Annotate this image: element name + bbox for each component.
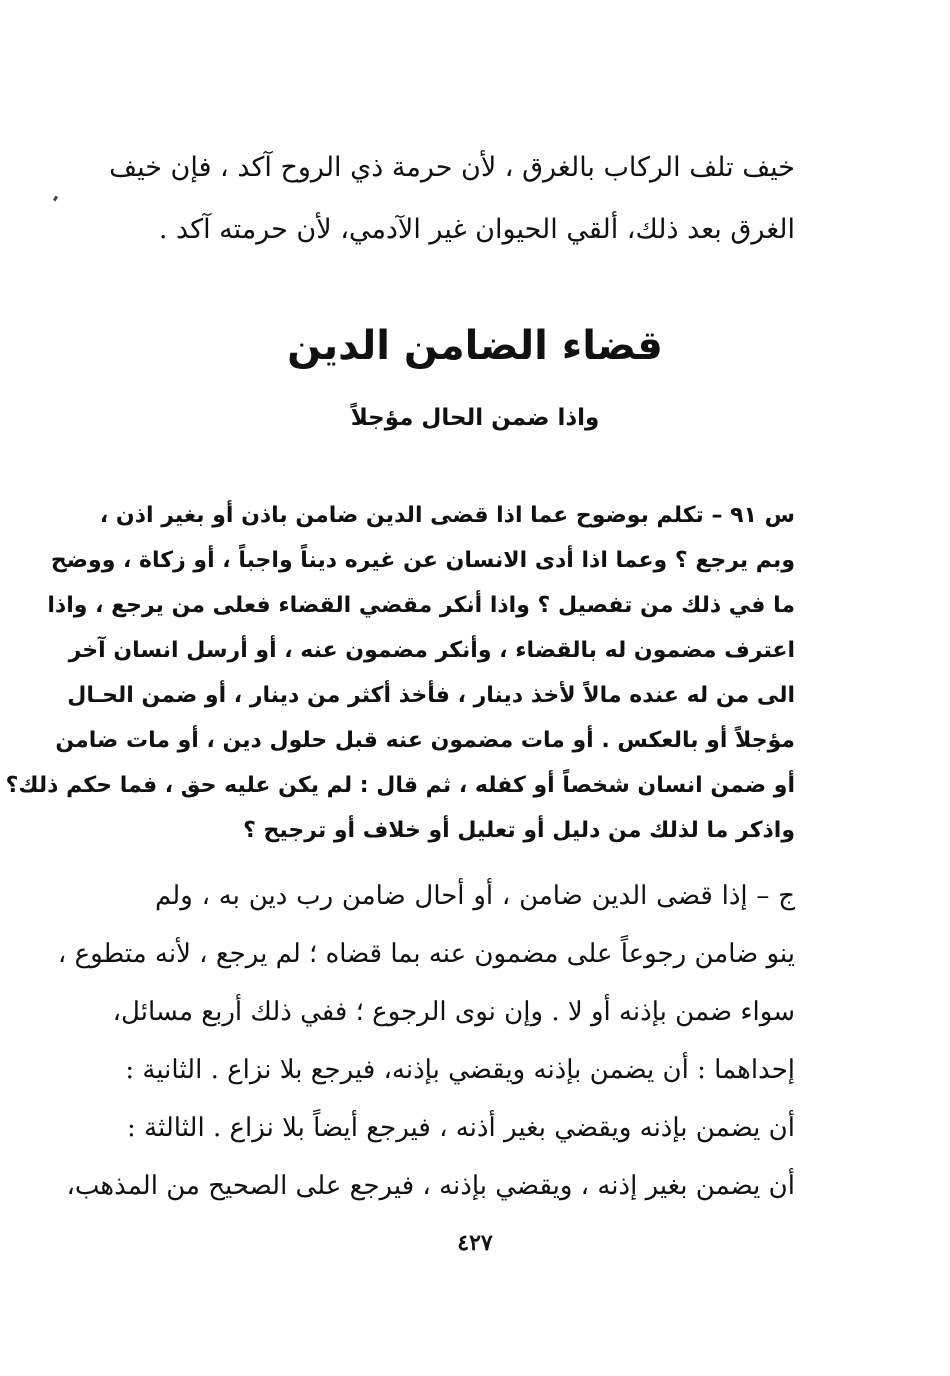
question-line: واذكر ما لذلك من دليل أو تعليل أو خلاف أو ترجيح ؟ xyxy=(243,818,795,843)
question-line: وبم يرجع ؟ وعما اذا أدى الانسان عن غيره ديناً واجباً ، أو زكاة ، ووضح xyxy=(50,548,795,573)
intro-line: خيف تلف الركاب بالغرق ، لأن حرمة ذي الروح آكد ، فإن خيف xyxy=(109,152,795,183)
answer-line: إحداهما : أن يضمن بإذنه ويقضي بإذنه، فيرجع بلا نزاع . الثانية : xyxy=(125,1055,795,1085)
answer-line: أن يضمن بإذنه ويقضي بغير أذنه ، فيرجع أيضاً بلا نزاع . الثالثة : xyxy=(127,1113,795,1143)
section-title: قضاء الضامن الدين xyxy=(287,323,663,369)
answer-line: ينو ضامن رجوعاً على مضمون عنه بما قضاه ؛ لم يرجع ، لأنه متطوع ، xyxy=(57,939,795,969)
answer-line: ج – إذا قضى الدين ضامن ، أو أحال ضامن رب دين به ، ولم xyxy=(155,881,795,911)
question-line: س ٩١ – تكلم بوضوح عما اذا قضى الدين ضامن باذن أو بغير اذن ، xyxy=(99,503,795,528)
question-line: ما في ذلك من تفصيل ؟ واذا أنكر مقضي القضاء فعلى من يرجع ، واذا xyxy=(47,593,795,618)
scan-speck xyxy=(53,196,58,202)
question-line: الى من له عنده مالاً لأخذ دينار ، فأخذ أكثر من دينار ، أو ضمن الحـال xyxy=(67,683,795,708)
section-subtitle: واذا ضمن الحال مؤجلاً xyxy=(350,405,600,431)
page-number: ٤٢٧ xyxy=(457,1230,493,1256)
intro-line: الغرق بعد ذلك، ألقي الحيوان غير الآدمي، لأن حرمته آكد . xyxy=(158,214,795,245)
answer-line: أن يضمن بغير إذنه ، ويقضي بإذنه ، فيرجع على الصحيح من المذهب، xyxy=(66,1171,795,1201)
question-line: مؤجلاً أو بالعكس . أو مات مضمون عنه قبل حلول دين ، أو مات ضامن xyxy=(55,728,795,753)
question-line: أو ضمن انسان شخصاً أو كفله ، ثم قال : لم يكن عليه حق ، فما حكم ذلك؟ xyxy=(5,773,795,798)
question-line: اعترف مضمون له بالقضاء ، وأنكر مضمون عنه ، أو أرسل انسان آخر xyxy=(68,638,795,663)
answer-line: سواء ضمن بإذنه أو لا . وإن نوى الرجوع ؛ ففي ذلك أربع مسائل، xyxy=(112,997,795,1027)
